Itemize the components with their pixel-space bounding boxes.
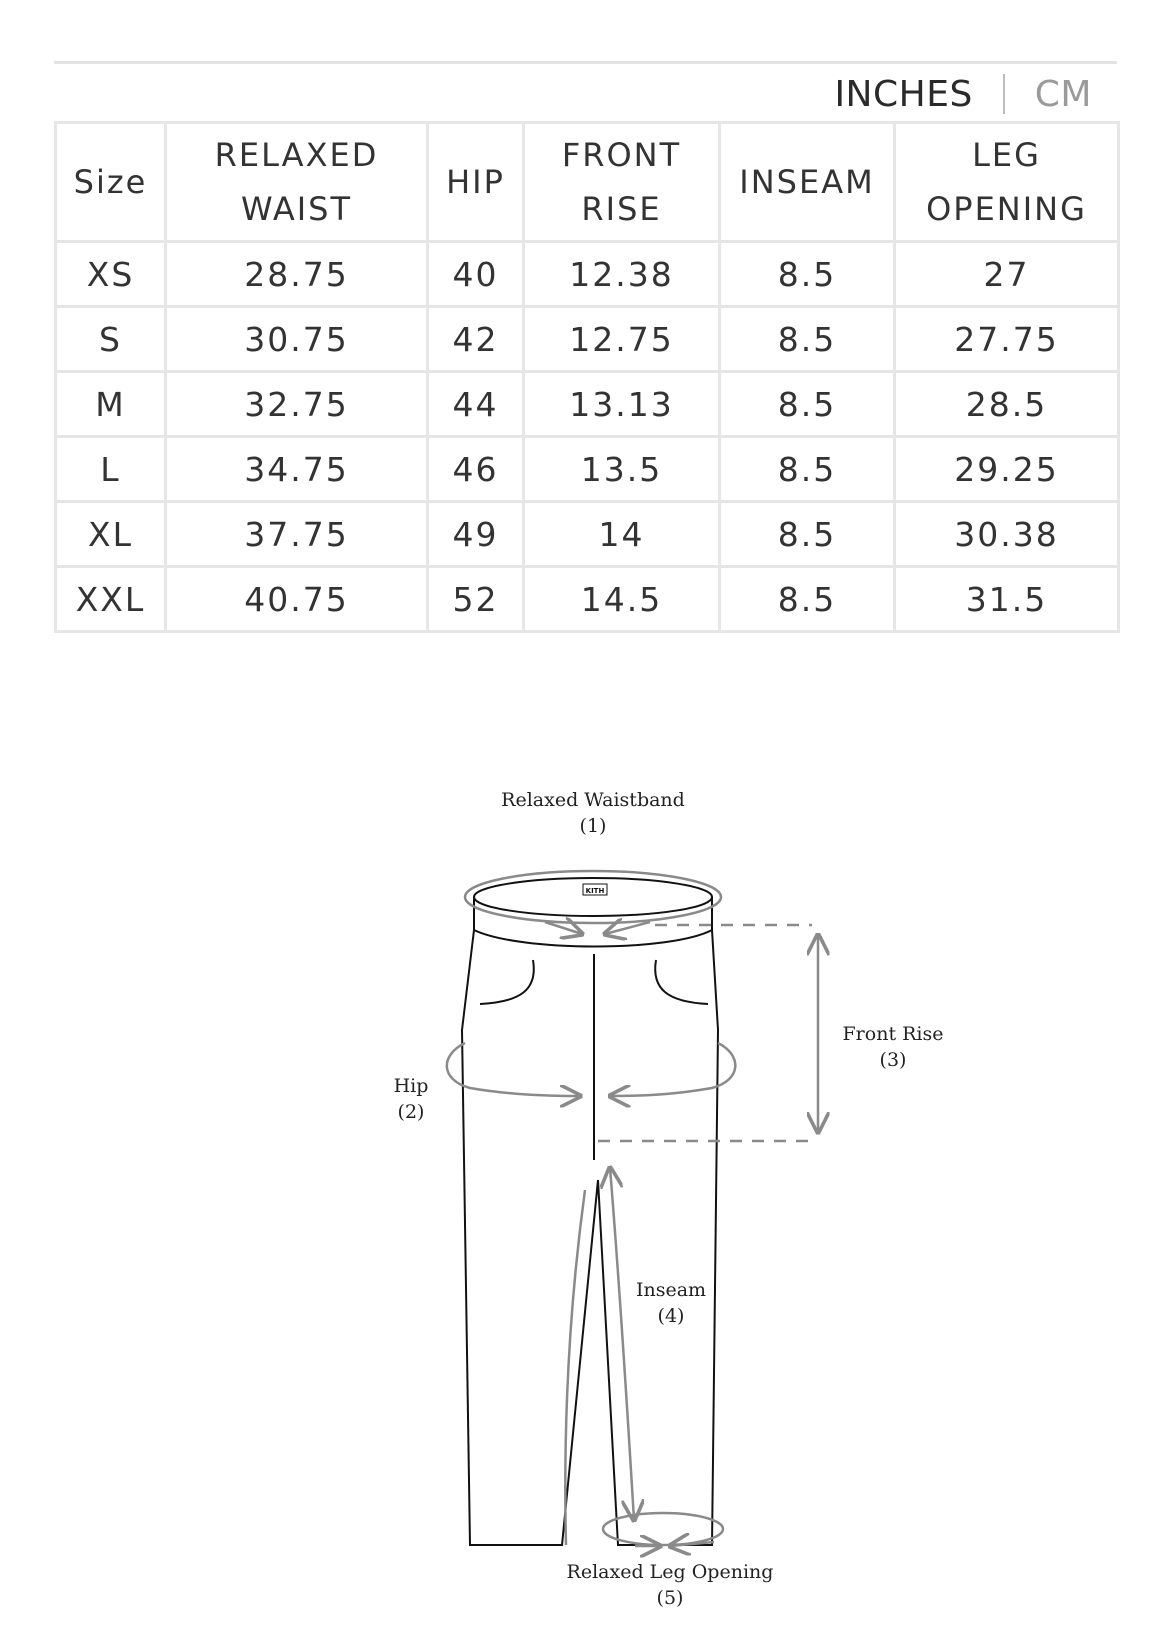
measurement-cell: 42 [428, 307, 524, 372]
size-cell: M [56, 372, 166, 437]
svg-text:(5): (5) [656, 1587, 684, 1609]
svg-text:(2): (2) [397, 1101, 425, 1123]
measurement-cell: 8.5 [720, 372, 895, 437]
label-front-rise [843, 1023, 944, 1071]
column-header-line: HIP [446, 163, 505, 201]
column-header-line: RELAXED [214, 136, 379, 174]
measurement-cell: 8.5 [720, 437, 895, 502]
measurement-cell: 13.13 [524, 372, 720, 437]
svg-text:(4): (4) [657, 1305, 685, 1327]
measurement-cell: 8.5 [720, 307, 895, 372]
column-header-line: Size [73, 163, 148, 201]
measurement-cell: 28.75 [166, 242, 428, 307]
svg-text:Front Rise: Front Rise [842, 1023, 944, 1045]
column-header-line: LEG [972, 136, 1041, 174]
measurement-cell: 8.5 [720, 567, 895, 632]
measurement-cell: 28.5 [895, 372, 1119, 437]
measurement-cell: 27.75 [895, 307, 1119, 372]
measurement-cell: 49 [428, 502, 524, 567]
measurement-cell: 13.5 [524, 437, 720, 502]
measurement-cell: 12.75 [524, 307, 720, 372]
measurement-cell: 52 [428, 567, 524, 632]
measurement-cell: 40 [428, 242, 524, 307]
column-header-line: OPENING [926, 190, 1087, 228]
kith-tag [583, 884, 607, 895]
measurement-cell: 34.75 [166, 437, 428, 502]
measurement-cell: 44 [428, 372, 524, 437]
label-leg-opening [567, 1561, 774, 1609]
svg-text:(3): (3) [879, 1049, 907, 1071]
label-waistband [501, 789, 685, 837]
svg-text:Hip: Hip [393, 1075, 429, 1097]
measure-hip [447, 1043, 735, 1096]
measurement-cell: 46 [428, 437, 524, 502]
svg-text:(1): (1) [579, 815, 607, 837]
size-cell: XS [56, 242, 166, 307]
measurement-cell: 8.5 [720, 502, 895, 567]
measurement-cell: 29.25 [895, 437, 1119, 502]
unit-inches-option[interactable]: INCHES [834, 73, 973, 115]
column-header-line: INSEAM [739, 163, 875, 201]
measurement-cell: 37.75 [166, 502, 428, 567]
measurement-cell: 12.38 [524, 242, 720, 307]
measure-front-rise [598, 925, 818, 1141]
size-cell: XXL [56, 567, 166, 632]
column-header-line: FRONT [561, 136, 682, 174]
svg-text:Relaxed Waistband: Relaxed Waistband [501, 789, 685, 811]
label-inseam [636, 1279, 706, 1327]
measurement-cell: 14 [524, 502, 720, 567]
svg-text:Inseam: Inseam [635, 1279, 707, 1301]
measurement-cell: 40.75 [166, 567, 428, 632]
size-cell: S [56, 307, 166, 372]
svg-text:KITH: KITH [585, 887, 605, 895]
column-header-line: WAIST [240, 190, 353, 228]
label-hip [394, 1075, 429, 1123]
measurement-cell: 14.5 [524, 567, 720, 632]
measure-leg-opening [603, 1513, 723, 1546]
measurement-cell: 30.38 [895, 502, 1119, 567]
size-cell: XL [56, 502, 166, 567]
pants-outline [462, 878, 718, 1545]
svg-text:Relaxed Leg Opening: Relaxed Leg Opening [566, 1561, 774, 1583]
measurement-cell: 30.75 [166, 307, 428, 372]
measurement-cell: 8.5 [720, 242, 895, 307]
unit-cm-option[interactable]: CM [1034, 73, 1092, 115]
measurement-cell: 32.75 [166, 372, 428, 437]
measurement-cell: 31.5 [895, 567, 1119, 632]
size-cell: L [56, 437, 166, 502]
column-header-line: RISE [581, 190, 662, 228]
measurement-cell: 27 [895, 242, 1119, 307]
